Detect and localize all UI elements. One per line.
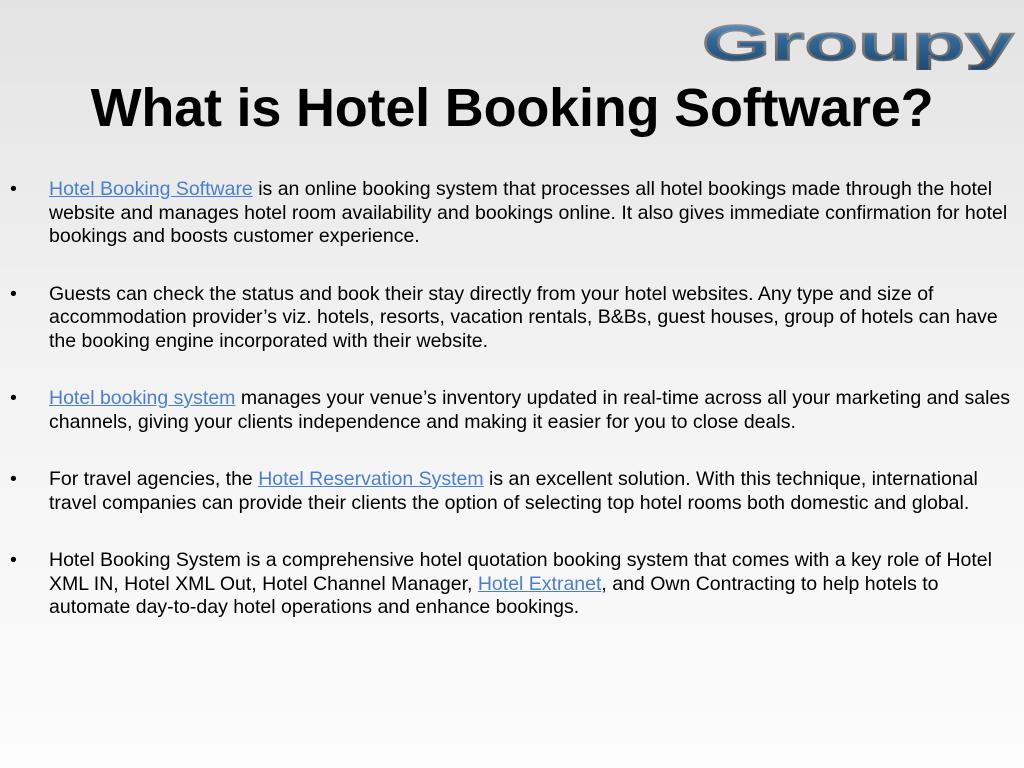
hotel-extranet-link[interactable]: Hotel Extranet (477, 572, 602, 595)
page-title: What is Hotel Booking Software? (90, 78, 934, 138)
hotel-booking-system-link[interactable]: Hotel booking system (49, 387, 236, 409)
list-item (10, 283, 1016, 354)
bullet-text: , and Own Contracting to help hotels to automate day-to-day hotel operations and enhance bookings. (49, 572, 939, 618)
bullet-text: is an excellent solution. With this technique, international travel companies can provide their clients the option of selecting top hotel rooms both domestic and global. (49, 468, 978, 514)
bullet-text: is an online booking system that processes all hotel bookings made through the hotel website and manages hotel room availability and bookings online. It also gives immediate confirmation for hotel bookings and boosts customer experience. (49, 178, 1008, 247)
bullet-text-pre: Hotel Booking System is a comprehensive hotel quotation booking system that comes with a key role of Hotel XML IN, Hotel XML Out, Hotel Channel Manager, (49, 549, 992, 595)
list-item (10, 387, 1016, 434)
bullet-list (10, 178, 1016, 654)
list-item (10, 549, 1016, 620)
logo-wordmark: Groupy (702, 18, 1015, 70)
bullet-marker: • (10, 387, 17, 409)
bullet-text: Guests can check the status and book their stay directly from your hotel websites. Any type and size of accommodation provider’s viz. hotels, resorts, vacation rentals, B&Bs, guest houses, group of hotels can have the booking engine incorporated with their website. (49, 282, 998, 352)
groupy-logo (700, 18, 1018, 70)
bullet-text-pre: For travel agencies, the (49, 468, 259, 490)
bullet-text: manages your venue’s inventory updated in real-time across all your marketing and sales channels, giving your clients independence and making it easier for you to close deals. (49, 387, 1011, 433)
hotel-reservation-system-link[interactable]: Hotel Reservation System (258, 468, 484, 490)
bullet-marker: • (10, 282, 17, 305)
list-item (10, 178, 1016, 249)
hotel-booking-software-link[interactable]: Hotel Booking Software (49, 178, 253, 200)
bullet-marker: • (10, 468, 17, 490)
bullet-marker: • (10, 549, 17, 571)
list-item (10, 468, 1016, 515)
bullet-marker: • (10, 178, 17, 200)
